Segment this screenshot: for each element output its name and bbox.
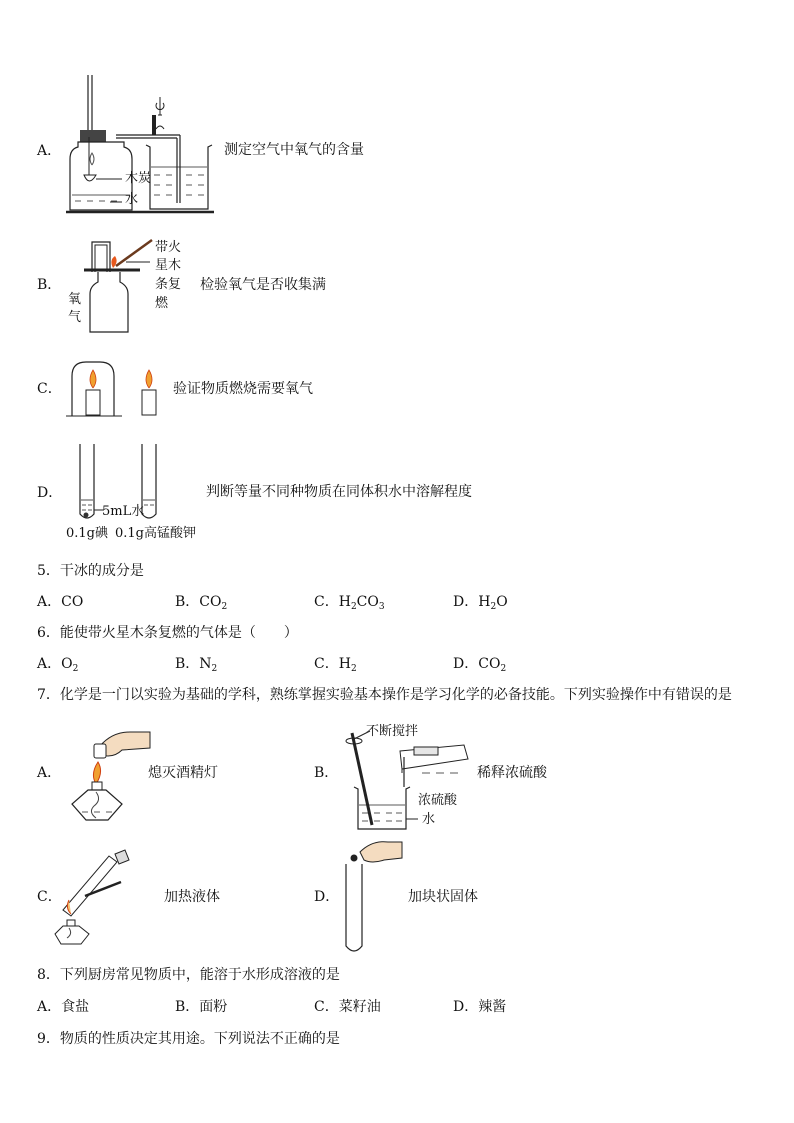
q8-option-b[interactable] bbox=[175, 1000, 227, 1014]
q6-option-a-subscript: 2 bbox=[72, 664, 79, 674]
q5-option-c-formula-2: CO bbox=[356, 594, 379, 610]
q7-option-b-letter: B． bbox=[314, 765, 339, 781]
q4-b-label-splint-1: 带火 bbox=[155, 240, 182, 255]
q8-option-d[interactable] bbox=[453, 1000, 506, 1014]
q6-option-b-formula: N bbox=[199, 656, 212, 672]
q6-option-c[interactable] bbox=[314, 657, 357, 674]
q4-a-caption: 测定空气中氧气的含量 bbox=[224, 142, 364, 158]
q8-option-a[interactable] bbox=[37, 1000, 89, 1014]
q7-d-caption: 加块状固体 bbox=[408, 889, 478, 905]
q8-option-b-text: 面粉 bbox=[199, 999, 228, 1015]
q6-option-d-formula: CO bbox=[478, 656, 501, 672]
q6-option-c-letter: C． bbox=[314, 656, 339, 672]
q7-d-adding-solid-illustration bbox=[340, 838, 404, 956]
q4-d-label-tube-permanganate: 0.1g高锰酸钾 bbox=[115, 526, 196, 541]
q8-option-a-text: 食盐 bbox=[61, 999, 90, 1015]
q8-stem: 8．下列厨房常见物质中，能溶于水形成溶液的是 bbox=[37, 967, 340, 983]
q7-b-dilution-illustration bbox=[340, 725, 480, 833]
q7-c-heating-liquid-illustration bbox=[55, 848, 135, 948]
q7-stem: 7．化学是一门以实验为基础的学科，熟练掌握实验基本操作是学习化学的必备技能。下列实验操作中有错误的是 bbox=[37, 687, 732, 703]
q4-option-b-letter: B． bbox=[37, 277, 62, 293]
q8-option-c-letter: C． bbox=[314, 999, 339, 1015]
q5-option-d-subscript: 2 bbox=[490, 602, 497, 612]
q8-option-c[interactable] bbox=[314, 1000, 381, 1014]
q5-option-b-formula: CO bbox=[199, 594, 222, 610]
q5-option-b-subscript: 2 bbox=[221, 602, 228, 612]
q5-stem: 5．干冰的成分是 bbox=[37, 563, 144, 579]
q5-option-d[interactable] bbox=[453, 595, 508, 612]
q5-option-c-formula-1: H bbox=[338, 594, 351, 610]
q7-c-caption: 加热液体 bbox=[164, 889, 220, 905]
q4-d-label-tube-iodine: 0.1g碘 bbox=[66, 526, 108, 541]
q7-b-caption: 稀释浓硫酸 bbox=[477, 765, 547, 781]
q6-option-d-subscript: 2 bbox=[500, 664, 507, 674]
q4-d-label-water: 5mL水 bbox=[102, 504, 145, 519]
q5-option-c-subscript-2: 3 bbox=[378, 602, 385, 612]
q4-b-label-oxygen-2: 气 bbox=[68, 310, 82, 325]
q4-b-label-oxygen-1: 氧 bbox=[68, 292, 82, 307]
q5-option-a-letter: A． bbox=[37, 594, 62, 610]
q6-option-a-formula: O bbox=[61, 656, 73, 672]
q5-option-d-formula-tail: O bbox=[496, 594, 508, 610]
q6-option-d[interactable] bbox=[453, 657, 506, 674]
q6-option-b[interactable] bbox=[175, 657, 217, 674]
q6-option-b-subscript: 2 bbox=[211, 664, 218, 674]
q6-stem: 6．能使带火星木条复燃的气体是（ ） bbox=[37, 625, 298, 641]
q7-option-c-letter: C． bbox=[37, 889, 62, 905]
q4-a-apparatus-illustration bbox=[60, 75, 220, 215]
q6-option-a-letter: A． bbox=[37, 656, 62, 672]
q4-b-label-splint-3: 条复 bbox=[155, 277, 182, 292]
q7-option-d-letter: D． bbox=[314, 889, 340, 905]
q4-d-caption: 判断等量不同种物质在同体积水中溶解程度 bbox=[206, 484, 472, 500]
q6-option-b-letter: B． bbox=[175, 656, 200, 672]
q5-option-d-letter: D． bbox=[453, 594, 479, 610]
q5-option-c[interactable] bbox=[314, 595, 385, 612]
q5-option-c-letter: C． bbox=[314, 594, 339, 610]
q6-option-c-formula: H bbox=[338, 656, 351, 672]
q7-a-alcohol-lamp-illustration bbox=[60, 726, 152, 822]
q4-a-label-water: 水 bbox=[125, 192, 139, 207]
q4-b-label-splint-4: 燃 bbox=[155, 296, 169, 311]
q4-option-a-letter: A． bbox=[37, 143, 62, 159]
q4-b-caption: 检验氧气是否收集满 bbox=[200, 277, 326, 293]
q4-c-candles-illustration bbox=[66, 360, 166, 422]
q7-b-label-stir: 不断搅拌 bbox=[366, 724, 419, 739]
q8-option-c-text: 菜籽油 bbox=[338, 999, 381, 1015]
q4-a-label-charcoal: 木炭 bbox=[125, 171, 152, 186]
q5-option-a-text: CO bbox=[61, 594, 84, 610]
q8-option-a-letter: A． bbox=[37, 999, 62, 1015]
q8-option-d-text: 辣酱 bbox=[478, 999, 507, 1015]
q7-b-label-water: 水 bbox=[422, 812, 436, 827]
q7-option-a-letter: A． bbox=[37, 765, 62, 781]
q6-option-c-subscript: 2 bbox=[350, 664, 357, 674]
q9-stem: 9．物质的性质决定其用途。下列说法不正确的是 bbox=[37, 1031, 340, 1047]
q4-option-d-letter: D． bbox=[37, 485, 63, 501]
q5-option-b[interactable] bbox=[175, 595, 227, 612]
q8-option-b-letter: B． bbox=[175, 999, 200, 1015]
q4-c-caption: 验证物质燃烧需要氧气 bbox=[173, 381, 313, 397]
q4-option-c-letter: C． bbox=[37, 381, 62, 397]
q5-option-b-letter: B． bbox=[175, 594, 200, 610]
q8-option-d-letter: D． bbox=[453, 999, 479, 1015]
q6-option-d-letter: D． bbox=[453, 656, 479, 672]
q5-option-a[interactable] bbox=[37, 595, 83, 609]
q6-option-a[interactable] bbox=[37, 657, 78, 674]
q4-b-apparatus-illustration bbox=[80, 232, 160, 337]
q7-b-label-acid: 浓硫酸 bbox=[418, 793, 458, 808]
q5-option-d-formula: H bbox=[478, 594, 491, 610]
q4-b-label-splint-2: 星木 bbox=[155, 258, 182, 273]
q5-option-c-subscript-1: 2 bbox=[350, 602, 357, 612]
q7-a-caption: 熄灭酒精灯 bbox=[148, 765, 218, 781]
